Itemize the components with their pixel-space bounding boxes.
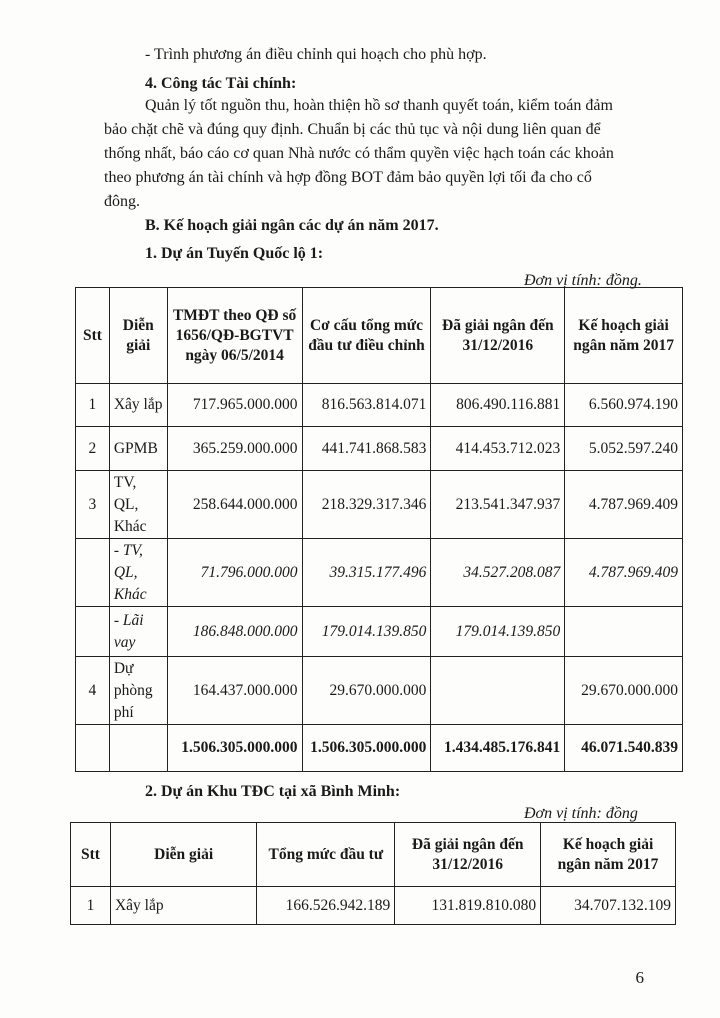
row-structure: 29.670.000.000: [302, 657, 431, 725]
section4-heading: 4. Công tác Tài chính:: [145, 75, 297, 92]
project2-heading: 2. Dự án Khu TĐC tại xã Bình Minh:: [145, 783, 401, 800]
total-tmdt: 1.506.305.000.000: [167, 725, 302, 772]
row-tmdt: 164.437.000.000: [167, 657, 302, 725]
table-row: [76, 427, 683, 471]
total-plan: 46.071.540.839: [565, 725, 683, 772]
project1-table: [75, 287, 683, 772]
row-disbursed: 34.527.208.087: [431, 539, 565, 607]
row-plan: 6.560.974.190: [565, 384, 683, 427]
p2-header-stt: Stt: [71, 823, 111, 887]
row-structure: 218.329.317.346: [302, 471, 431, 539]
section4-line-1: Quản lý tốt nguồn thu, hoàn thiện hồ sơ thanh quyết toán, kiểm toán đảm: [145, 97, 613, 114]
row-plan: 34.707.132.109: [541, 887, 676, 925]
row-disbursed: [431, 657, 565, 725]
section4-line-3: thống nhất, báo cáo cơ quan Nhà nước có thẩm quyền việc hạch toán các khoản: [104, 145, 614, 162]
row-plan: [565, 607, 683, 657]
row-tmdt: 258.644.000.000: [167, 471, 302, 539]
row-disbursed: 414.453.712.023: [431, 427, 565, 471]
row-structure: 816.563.814.071: [302, 384, 431, 427]
page-number: 6: [635, 968, 644, 987]
total-structure: 1.506.305.000.000: [302, 725, 431, 772]
total-stt: [76, 725, 110, 772]
row-stt: 2: [76, 427, 110, 471]
header-tmdt: TMĐT theo QĐ số 1656/QĐ-BGTVT ngày 06/5/2014: [167, 288, 302, 384]
row-total: 166.526.942.189: [257, 887, 395, 925]
row-structure: 441.741.868.583: [302, 427, 431, 471]
project1-header-row: [76, 288, 683, 384]
table-row: [76, 657, 683, 725]
row-desc: Dự phòng phí: [109, 657, 167, 725]
table-row: [76, 539, 683, 607]
row-desc: GPMB: [109, 427, 167, 471]
row-tmdt: 186.848.000.000: [167, 607, 302, 657]
table-row: [76, 471, 683, 539]
row-desc: - TV, QL, Khác: [109, 539, 167, 607]
row-tmdt: 365.259.000.000: [167, 427, 302, 471]
row-stt: 1: [76, 384, 110, 427]
p2-header-desc: Diễn giải: [110, 823, 256, 887]
section4-line-2: bảo chặt chẽ và đúng quy định. Chuẩn bị các thủ tục và nội dung liên quan để: [104, 121, 601, 138]
header-structure: Cơ cấu tổng mức đầu tư điều chỉnh: [302, 288, 431, 384]
project2-table: [70, 822, 676, 925]
total-desc: [109, 725, 167, 772]
row-structure: 39.315.177.496: [302, 539, 431, 607]
sectionB-heading: B. Kế hoạch giải ngân các dự án năm 2017.: [145, 217, 439, 234]
total-row: [76, 725, 683, 772]
table-row: [76, 607, 683, 657]
section4-line-5: đông.: [104, 193, 140, 210]
project1-heading: 1. Dự án Tuyến Quốc lộ 1:: [145, 245, 324, 262]
row-stt: [76, 607, 110, 657]
row-disbursed: 213.541.347.937: [431, 471, 565, 539]
row-desc: Xây lắp: [110, 887, 256, 925]
row-stt: [76, 539, 110, 607]
header-plan: Kế hoạch giải ngân năm 2017: [565, 288, 683, 384]
row-desc: TV, QL, Khác: [109, 471, 167, 539]
row-stt: 4: [76, 657, 110, 725]
row-disbursed: 179.014.139.850: [431, 607, 565, 657]
row-disbursed: 806.490.116.881: [431, 384, 565, 427]
row-plan: 5.052.597.240: [565, 427, 683, 471]
p2-header-total: Tổng mức đầu tư: [257, 823, 395, 887]
p2-header-disbursed: Đã giải ngân đến 31/12/2016: [395, 823, 541, 887]
header-disbursed: Đã giải ngân đến 31/12/2016: [431, 288, 565, 384]
row-plan: 4.787.969.409: [565, 539, 683, 607]
row-disbursed: 131.819.810.080: [395, 887, 541, 925]
adjust-plan-line: - Trình phương án điều chỉnh qui hoạch cho phù hợp.: [145, 46, 487, 63]
project1-unit: Đơn vị tính: đồng.: [524, 272, 642, 289]
row-plan: 4.787.969.409: [565, 471, 683, 539]
row-tmdt: 71.796.000.000: [167, 539, 302, 607]
total-disbursed: 1.434.485.176.841: [431, 725, 565, 772]
p2-header-plan: Kế hoạch giải ngân năm 2017: [541, 823, 676, 887]
section4-line-4: theo phương án tài chính và hợp đồng BOT đảm bảo quyền lợi tối đa cho cổ: [104, 169, 592, 186]
header-stt: Stt: [76, 288, 110, 384]
row-desc: Xây lắp: [109, 384, 167, 427]
row-tmdt: 717.965.000.000: [167, 384, 302, 427]
row-structure: 179.014.139.850: [302, 607, 431, 657]
project2-header-row: [71, 823, 676, 887]
row-desc: - Lãi vay: [109, 607, 167, 657]
row-stt: 1: [71, 887, 111, 925]
header-desc: Diễn giải: [109, 288, 167, 384]
row-stt: 3: [76, 471, 110, 539]
project2-unit: Đơn vị tính: đồng: [524, 805, 638, 822]
table-row: [76, 384, 683, 427]
row-plan: 29.670.000.000: [565, 657, 683, 725]
table-row: [71, 887, 676, 925]
